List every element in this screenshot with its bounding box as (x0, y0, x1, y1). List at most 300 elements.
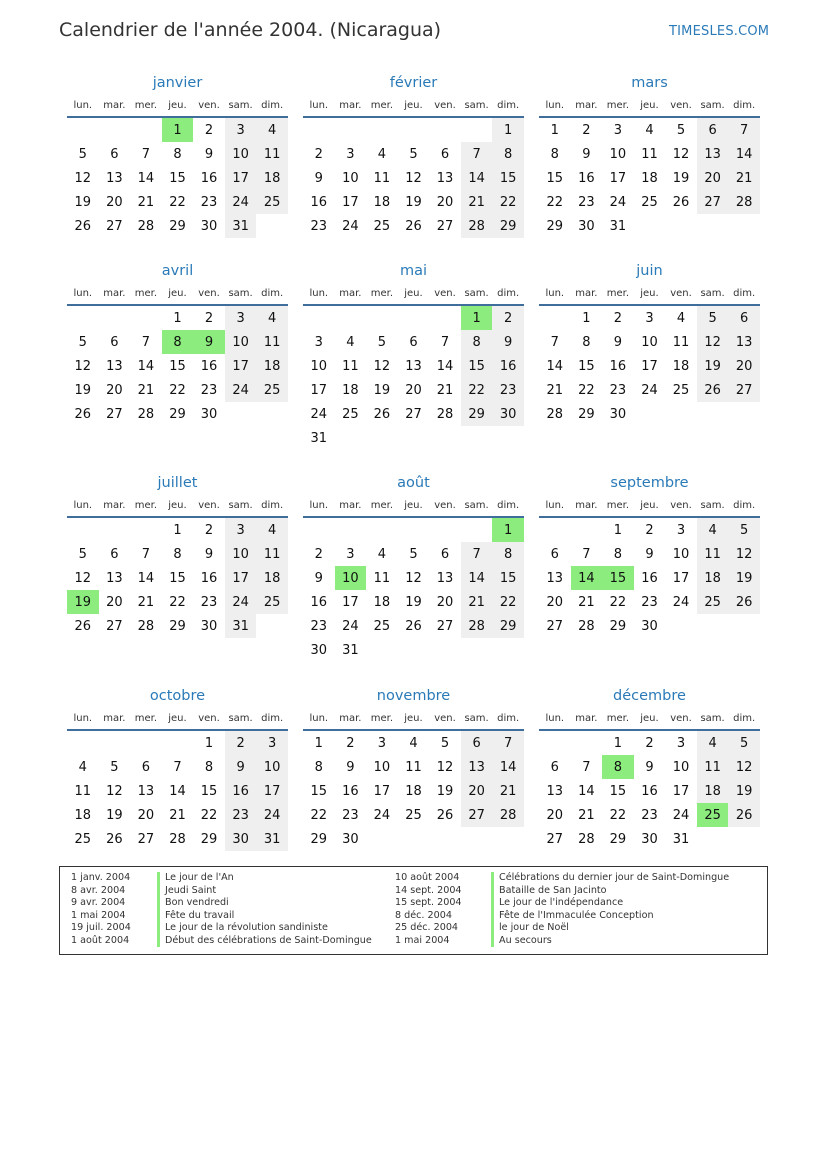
day-cell: 15 (609, 783, 627, 799)
week-row (303, 190, 524, 214)
holiday-date: 8 avr. 2004 (71, 884, 126, 896)
empty-cell (634, 402, 666, 426)
weekend-day-cell: 20 (461, 779, 493, 803)
day-cell: 3 (377, 735, 387, 751)
day-cell: 27 (546, 831, 564, 847)
weekday-label: sam. (225, 494, 257, 517)
weekday-header (539, 282, 760, 305)
empty-cell (67, 305, 99, 330)
day-cell: 12 (373, 358, 391, 374)
day-cell: 4 (676, 310, 686, 326)
day-cell: 23 (342, 807, 359, 823)
day-cell: 13 (106, 170, 123, 186)
month-10 (67, 685, 288, 851)
weekday-label: ven. (429, 94, 461, 117)
day-cell: 14 (137, 570, 155, 586)
weekday-label: dim. (492, 707, 524, 730)
day-cell: 8 (314, 759, 323, 775)
day-cell: 16 (609, 358, 627, 374)
day-cell: 6 (110, 146, 119, 162)
holiday-date: 19 juil. 2004 (71, 922, 131, 933)
day-cell: 6 (550, 759, 559, 775)
weekday-label: ven. (429, 282, 461, 305)
day-cell: 29 (578, 406, 595, 422)
weekday-label: lun. (67, 707, 99, 730)
day-cell: 31 (342, 642, 359, 658)
weekday-label: sam. (225, 282, 257, 305)
weekend-day-cell: 29 (461, 402, 493, 426)
weekday-label: jeu. (162, 707, 194, 730)
day-cell: 17 (641, 358, 658, 374)
day-cell: 5 (440, 735, 450, 751)
day-cell: 7 (550, 334, 559, 350)
day-cell: 8 (582, 334, 591, 350)
weekday-label: sam. (225, 94, 257, 117)
day-cell: 29 (546, 218, 564, 234)
weekend-day-cell: 27 (697, 190, 729, 214)
day-cell: 4 (78, 759, 87, 775)
day-cell: 23 (200, 194, 218, 210)
weekday-label: dim. (492, 282, 524, 305)
weekend-day-cell: 24 (256, 803, 288, 827)
weekday-label: lun. (303, 282, 335, 305)
empty-cell (697, 614, 729, 638)
weekday-label: jeu. (162, 282, 194, 305)
day-cell: 1 (582, 310, 591, 326)
day-cell: 6 (440, 546, 450, 562)
month-11 (303, 685, 524, 851)
day-cell: 16 (310, 594, 328, 610)
day-cell: 31 (672, 831, 690, 847)
day-cell: 6 (110, 334, 119, 350)
day-cell: 19 (106, 807, 123, 823)
weekday-label: dim. (256, 282, 288, 305)
weekday-label: jeu. (162, 494, 194, 517)
month-table (539, 494, 760, 638)
day-cell: 15 (546, 170, 564, 186)
day-cell: 2 (645, 522, 654, 538)
day-cell: 14 (546, 358, 564, 374)
weekday-label: sam. (461, 707, 493, 730)
day-cell: 29 (310, 831, 328, 847)
day-cell: 21 (546, 382, 564, 398)
weekend-day-cell: 26 (728, 803, 760, 827)
day-cell: 26 (106, 831, 123, 847)
week-row (539, 590, 760, 614)
weekend-day-cell: 2 (492, 305, 524, 330)
empty-cell (665, 614, 697, 638)
month-name: mars (631, 75, 668, 91)
weekday-label: dim. (492, 494, 524, 517)
day-cell: 26 (74, 618, 92, 634)
month-table (67, 94, 288, 238)
month-5 (303, 260, 524, 450)
weekday-label: jeu. (398, 494, 430, 517)
day-cell: 10 (310, 358, 328, 374)
weekday-header (303, 707, 524, 730)
day-cell: 5 (409, 146, 418, 162)
week-row (67, 755, 288, 779)
weekday-label: mar. (335, 282, 367, 305)
weekend-day-cell: 8 (461, 330, 493, 354)
day-cell: 2 (314, 546, 323, 562)
empty-cell (429, 426, 461, 450)
weekday-label: mar. (99, 494, 131, 517)
day-cell: 2 (645, 735, 654, 751)
day-cell: 9 (314, 170, 323, 186)
day-cell: 25 (405, 807, 422, 823)
week-row (67, 590, 288, 614)
week-row (303, 803, 524, 827)
weekend-day-cell: 28 (492, 803, 524, 827)
weekday-label: lun. (539, 94, 571, 117)
day-cell: 28 (546, 406, 564, 422)
week-row (303, 354, 524, 378)
weekend-day-cell: 28 (461, 614, 493, 638)
day-cell: 19 (436, 783, 454, 799)
day-cell: 20 (546, 807, 564, 823)
day-cell: 28 (578, 618, 595, 634)
weekday-header (539, 707, 760, 730)
holiday-date: 1 mai 2004 (395, 934, 450, 946)
weekend-day-cell: 5 (728, 730, 760, 755)
holiday-date: 1 mai 2004 (71, 909, 126, 921)
week-row (539, 402, 760, 426)
month-name: juillet (157, 475, 198, 491)
weekend-day-cell: 25 (256, 378, 288, 402)
day-cell: 18 (373, 194, 391, 210)
day-cell: 27 (106, 218, 123, 234)
day-cell: 2 (204, 310, 214, 326)
weekday-label: jeu. (634, 494, 666, 517)
empty-cell (539, 517, 571, 542)
weekday-header (539, 94, 760, 117)
day-cell: 28 (137, 406, 155, 422)
day-cell: 22 (169, 382, 186, 398)
day-cell: 1 (204, 735, 214, 751)
day-cell: 6 (141, 759, 151, 775)
day-cell: 14 (578, 783, 595, 799)
weekday-label: sam. (461, 282, 493, 305)
holiday-date: 10 août 2004 (395, 872, 460, 883)
weekday-label: ven. (193, 282, 225, 305)
empty-cell (461, 517, 493, 542)
weekday-label: jeu. (634, 94, 666, 117)
empty-cell (429, 638, 461, 662)
day-cell: 14 (169, 783, 186, 799)
week-row (303, 827, 524, 851)
weekend-day-cell: 21 (461, 590, 493, 614)
weekday-label: ven. (665, 707, 697, 730)
day-cell: 18 (373, 594, 391, 610)
empty-cell (67, 730, 99, 755)
day-cell: 10 (373, 759, 391, 775)
brand-logo[interactable]: TIMESLES.COM (669, 24, 770, 39)
legend-names-left (157, 872, 372, 947)
month-name: juin (636, 263, 663, 279)
weekend-day-cell: 7 (728, 117, 760, 142)
day-cell: 29 (169, 406, 186, 422)
weekend-day-cell: 4 (697, 730, 729, 755)
empty-cell (256, 402, 288, 426)
day-cell: 28 (578, 831, 595, 847)
weekend-day-cell: 11 (697, 755, 729, 779)
day-cell: 18 (641, 170, 658, 186)
day-cell: 30 (609, 406, 627, 422)
month-table (303, 494, 524, 662)
week-row (303, 142, 524, 166)
empty-cell (99, 730, 131, 755)
day-cell: 12 (405, 170, 422, 186)
day-cell: 13 (436, 170, 454, 186)
empty-cell (492, 426, 524, 450)
weekend-day-cell: 14 (728, 142, 760, 166)
weekday-label: mer. (602, 494, 634, 517)
weekday-label: jeu. (398, 282, 430, 305)
weekday-label: sam. (461, 494, 493, 517)
empty-cell (99, 117, 131, 142)
day-cell: 23 (641, 594, 658, 610)
weekday-label: lun. (539, 494, 571, 517)
day-cell: 1 (173, 310, 182, 326)
weekend-day-cell: 8 (492, 142, 524, 166)
weekend-day-cell: 28 (728, 190, 760, 214)
day-cell: 25 (342, 406, 359, 422)
empty-cell (634, 214, 666, 238)
day-cell: 24 (609, 194, 627, 210)
day-cell: 15 (310, 783, 328, 799)
day-cell: 4 (377, 546, 387, 562)
week-row (67, 402, 288, 426)
day-cell: 21 (137, 194, 155, 210)
holiday-name: Fête de l'Immaculée Conception (491, 910, 729, 923)
day-cell: 5 (377, 334, 387, 350)
weekend-day-cell: 7 (461, 542, 493, 566)
empty-cell (665, 402, 697, 426)
day-cell: 14 (436, 358, 454, 374)
holiday-name: le jour de Noël (491, 922, 729, 935)
day-cell: 19 (405, 194, 422, 210)
weekday-label: mer. (130, 94, 162, 117)
week-row (303, 402, 524, 426)
weekend-day-cell: 24 (225, 190, 257, 214)
day-cell: 9 (204, 146, 214, 162)
month-7 (67, 472, 288, 638)
day-cell: 9 (645, 759, 654, 775)
day-cell: 29 (609, 831, 627, 847)
weekday-label: dim. (256, 94, 288, 117)
week-row (539, 305, 760, 330)
empty-cell (398, 517, 430, 542)
day-cell: 31 (609, 218, 627, 234)
empty-cell (429, 305, 461, 330)
empty-cell (130, 305, 162, 330)
day-cell: 10 (672, 759, 690, 775)
day-cell: 21 (169, 807, 186, 823)
weekend-day-cell: 25 (256, 590, 288, 614)
day-cell: 9 (346, 759, 355, 775)
day-cell: 1 (613, 522, 623, 538)
day-cell: 15 (169, 170, 186, 186)
weekend-day-cell: 25 (256, 190, 288, 214)
month-9 (539, 472, 760, 638)
weekday-label: dim. (728, 94, 760, 117)
day-cell: 30 (342, 831, 359, 847)
week-row (67, 330, 288, 354)
day-cell: 14 (137, 170, 155, 186)
day-cell: 12 (74, 570, 92, 586)
weekday-label: dim. (728, 494, 760, 517)
week-row (539, 566, 760, 590)
weekend-day-cell: 13 (728, 330, 760, 354)
week-row (303, 305, 524, 330)
weekday-label: lun. (539, 707, 571, 730)
holiday-date: 8 déc. 2004 (395, 909, 452, 921)
weekend-day-cell: 3 (225, 117, 257, 142)
month-name: avril (161, 263, 194, 279)
day-cell: 13 (436, 570, 454, 586)
weekend-day-cell: 24 (225, 590, 257, 614)
day-cell: 23 (200, 382, 218, 398)
day-cell: 25 (373, 218, 391, 234)
day-cell: 26 (436, 807, 454, 823)
weekend-day-cell: 22 (492, 590, 524, 614)
day-cell: 19 (672, 170, 690, 186)
day-cell: 4 (377, 146, 387, 162)
empty-cell (398, 117, 430, 142)
day-cell: 16 (641, 570, 658, 586)
day-cell: 27 (436, 218, 454, 234)
day-cell: 27 (546, 618, 564, 634)
weekend-day-cell: 1 (492, 117, 524, 142)
day-cell: 6 (440, 146, 450, 162)
weekend-day-cell: 19 (728, 566, 760, 590)
weekend-day-cell: 24 (225, 378, 257, 402)
day-cell: 24 (310, 406, 328, 422)
month-name: août (397, 475, 430, 491)
day-cell: 21 (436, 382, 454, 398)
week-row (303, 166, 524, 190)
weekend-day-cell: 11 (256, 142, 288, 166)
week-row (67, 517, 288, 542)
empty-cell (162, 730, 194, 755)
holiday-name: Jeudi Saint (157, 885, 372, 898)
weekend-day-cell: 11 (256, 542, 288, 566)
day-cell: 10 (609, 146, 627, 162)
month-table (303, 282, 524, 450)
holiday-day-cell: 1 (461, 305, 493, 330)
day-cell: 16 (200, 170, 218, 186)
week-row (67, 803, 288, 827)
day-cell: 22 (609, 594, 627, 610)
week-row (539, 190, 760, 214)
day-cell: 25 (672, 382, 690, 398)
day-cell: 20 (106, 382, 123, 398)
empty-cell (728, 827, 760, 851)
day-cell: 13 (106, 358, 123, 374)
weekday-label: mer. (366, 494, 398, 517)
day-cell: 5 (409, 546, 418, 562)
day-cell: 8 (173, 146, 182, 162)
week-row (303, 614, 524, 638)
day-cell: 30 (310, 642, 328, 658)
day-cell: 21 (137, 594, 155, 610)
month-name: mai (399, 263, 428, 279)
day-cell: 23 (641, 807, 658, 823)
day-cell: 17 (342, 594, 359, 610)
weekend-day-cell: 14 (492, 755, 524, 779)
weekend-day-cell: 7 (461, 142, 493, 166)
weekend-day-cell: 4 (256, 517, 288, 542)
weekend-day-cell: 16 (225, 779, 257, 803)
day-cell: 21 (137, 382, 155, 398)
day-cell: 16 (200, 358, 218, 374)
day-cell: 26 (405, 218, 422, 234)
weekday-label: jeu. (398, 94, 430, 117)
day-cell: 2 (314, 146, 323, 162)
empty-cell (539, 305, 571, 330)
holiday-day-cell: 1 (162, 117, 194, 142)
empty-cell (366, 305, 398, 330)
holiday-name: Début des célébrations de Saint-Domingue (157, 935, 372, 948)
week-row (303, 779, 524, 803)
empty-cell (398, 827, 430, 851)
weekday-label: mar. (99, 94, 131, 117)
day-cell: 24 (641, 382, 658, 398)
weekend-day-cell: 10 (225, 330, 257, 354)
weekday-label: sam. (697, 282, 729, 305)
weekend-day-cell: 22 (461, 378, 493, 402)
week-row (67, 214, 288, 238)
weekend-day-cell: 16 (492, 354, 524, 378)
holiday-date: 1 août 2004 (71, 934, 130, 946)
day-cell: 19 (74, 194, 92, 210)
week-row (303, 566, 524, 590)
day-cell: 9 (314, 570, 323, 586)
empty-cell (99, 517, 131, 542)
day-cell: 16 (342, 783, 359, 799)
day-cell: 17 (609, 170, 627, 186)
weekend-day-cell: 6 (697, 117, 729, 142)
empty-cell (366, 426, 398, 450)
weekend-day-cell: 31 (225, 614, 257, 638)
weekday-label: mar. (571, 282, 603, 305)
weekday-label: sam. (225, 707, 257, 730)
empty-cell (256, 214, 288, 238)
empty-cell (728, 402, 760, 426)
holiday-day-cell: 19 (67, 590, 99, 614)
week-row (303, 590, 524, 614)
day-cell: 2 (346, 735, 355, 751)
weekend-day-cell: 30 (492, 402, 524, 426)
day-cell: 6 (110, 546, 119, 562)
week-row (539, 803, 760, 827)
week-row (67, 730, 288, 755)
day-cell: 11 (74, 783, 92, 799)
day-cell: 11 (373, 570, 391, 586)
weekday-label: mar. (335, 707, 367, 730)
week-row (539, 330, 760, 354)
day-cell: 28 (137, 218, 155, 234)
day-cell: 7 (173, 759, 182, 775)
weekday-header (303, 494, 524, 517)
weekend-day-cell: 3 (256, 730, 288, 755)
day-cell: 12 (74, 358, 92, 374)
weekday-label: lun. (303, 707, 335, 730)
empty-cell (256, 614, 288, 638)
day-cell: 16 (310, 194, 328, 210)
weekend-day-cell: 31 (225, 214, 257, 238)
